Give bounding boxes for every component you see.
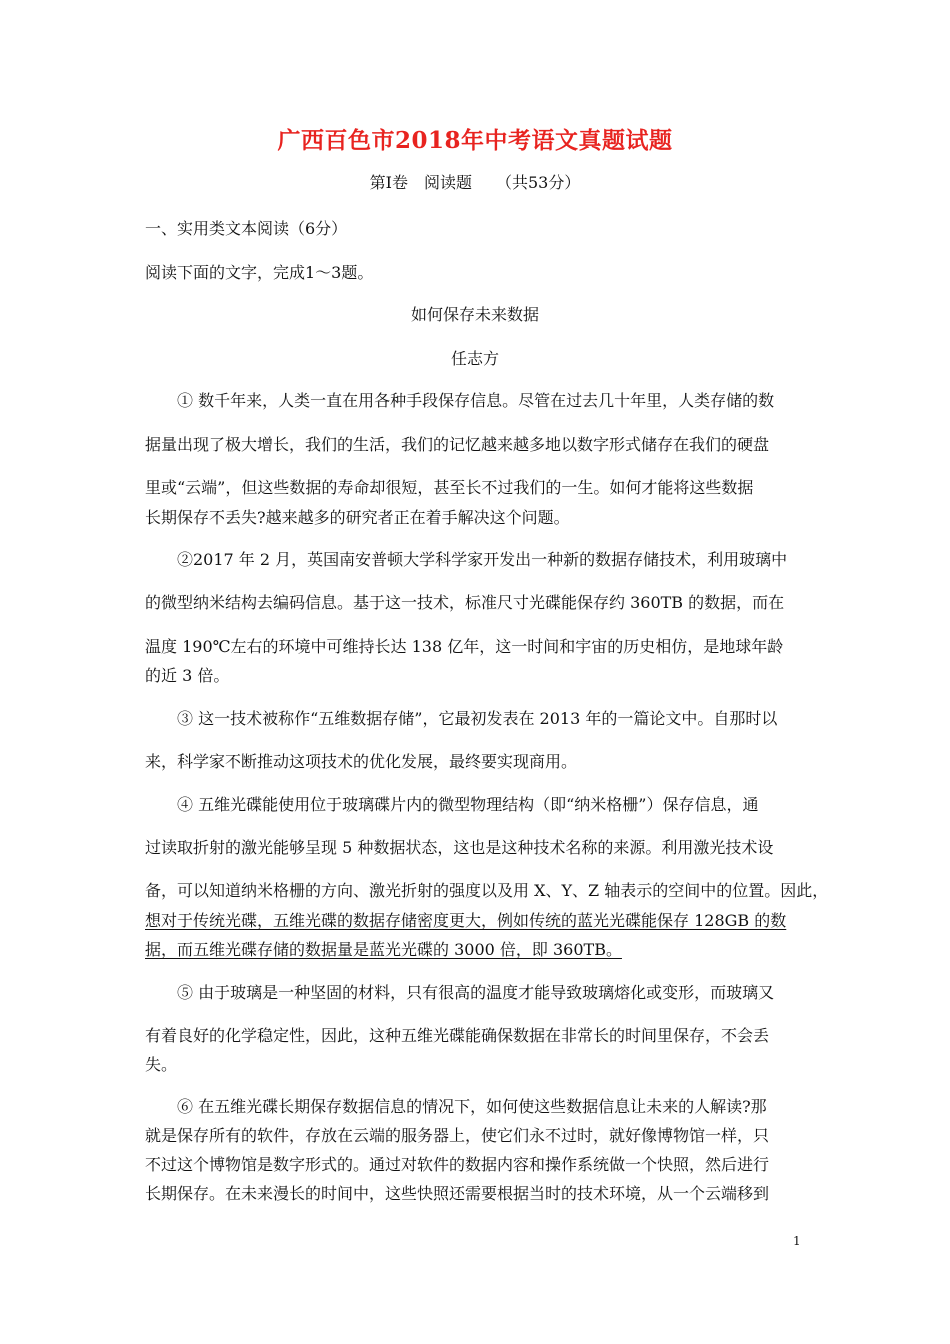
paragraph-line: 长期保存不丢失?越来越多的研究者正在着手解决这个问题。 bbox=[145, 508, 570, 527]
paragraph-line: 的近 3 倍。 bbox=[145, 666, 230, 685]
paragraph-line: 备，可以知道纳米格栅的方向、激光折射的强度以及用 X、Y、Z 轴表示的空间中的位置。因此， bbox=[145, 881, 829, 900]
underlined-line: 想对于传统光碟，五维光碟的数据存储密度更大，例如传统的蓝光光碟能保存 128GB 的数 bbox=[145, 911, 787, 930]
paragraph-line: ⑤ 由于玻璃是一种坚固的材料，只有很高的温度才能导致玻璃熔化或变形，而玻璃又 bbox=[177, 983, 775, 1002]
paragraph-line: 长期保存。在未来漫长的时间中，这些快照还需要根据当时的技术环境，从一个云端移到 bbox=[145, 1184, 770, 1203]
paragraph-line: 就是保存所有的软件，存放在云端的服务器上，使它们永不过时，就好像博物馆一样，只 bbox=[145, 1126, 770, 1145]
paragraph-line: 据量出现了极大增长，我们的生活，我们的记忆越来越多地以数字形式储存在我们的硬盘 bbox=[145, 435, 770, 454]
paragraph-line: ③ 这一技术被称作“五维数据存储”，它最初发表在 2013 年的一篇论文中。自那时以 bbox=[177, 709, 778, 728]
article-author: 任志方 bbox=[450, 349, 499, 368]
article-title: 如何保存未来数据 bbox=[410, 305, 539, 324]
paragraph-line: 不过这个博物馆是数字形式的。通过对软件的数据内容和操作系统做一个快照，然后进行 bbox=[145, 1155, 770, 1174]
instruction-text: 阅读下面的文字，完成1～3题。 bbox=[145, 263, 374, 282]
exam-title: 广西百色市2018年中考语文真题试题 bbox=[277, 127, 673, 154]
paragraph-line: ① 数千年来，人类一直在用各种手段保存信息。尽管在过去几十年里，人类存储的数 bbox=[177, 391, 775, 410]
page-number: 1 bbox=[793, 1234, 801, 1248]
paragraph-line: 里或“云端”，但这些数据的寿命却很短，甚至长不过我们的一生。如何才能将这些数据 bbox=[145, 478, 754, 497]
paragraph-line: ②2017 年 2 月，英国南安普顿大学科学家开发出一种新的数据存储技术，利用玻璃中 bbox=[177, 550, 788, 569]
paragraph-line: 有着良好的化学稳定性，因此，这种五维光碟能确保数据在非常长的时间里保存，不会丢 bbox=[145, 1026, 770, 1045]
paragraph-line: ④ 五维光碟能使用位于玻璃碟片内的微型物理结构（即“纳米格栅”）保存信息，通 bbox=[177, 795, 759, 814]
paragraph-line: 失。 bbox=[145, 1055, 178, 1074]
section-title: 一、实用类文本阅读（6分） bbox=[145, 219, 348, 238]
paragraph-line: 来，科学家不断推动这项技术的优化发展，最终要实现商用。 bbox=[145, 752, 578, 771]
paragraph-line: ⑥ 在五维光碟长期保存数据信息的情况下，如何使这些数据信息让未来的人解读?那 bbox=[177, 1097, 767, 1116]
section-heading: 第Ⅰ卷 阅读题 （共53分） bbox=[369, 173, 581, 192]
paragraph-line: 过读取折射的激光能够呈现 5 种数据状态，这也是这种技术名称的来源。利用激光技术设 bbox=[145, 838, 774, 857]
paragraph-line: 温度 190℃左右的环境中可维持长达 138 亿年，这一时间和宇宙的历史相仿，是地球年龄 bbox=[145, 637, 784, 656]
paragraph-line: 的微型纳米结构去编码信息。基于这一技术，标准尺寸光碟能保存约 360TB 的数据，而在 bbox=[145, 593, 785, 612]
underlined-line: 据，而五维光碟存储的数据量是蓝光光碟的 3000 倍，即 360TB。 bbox=[145, 940, 622, 959]
